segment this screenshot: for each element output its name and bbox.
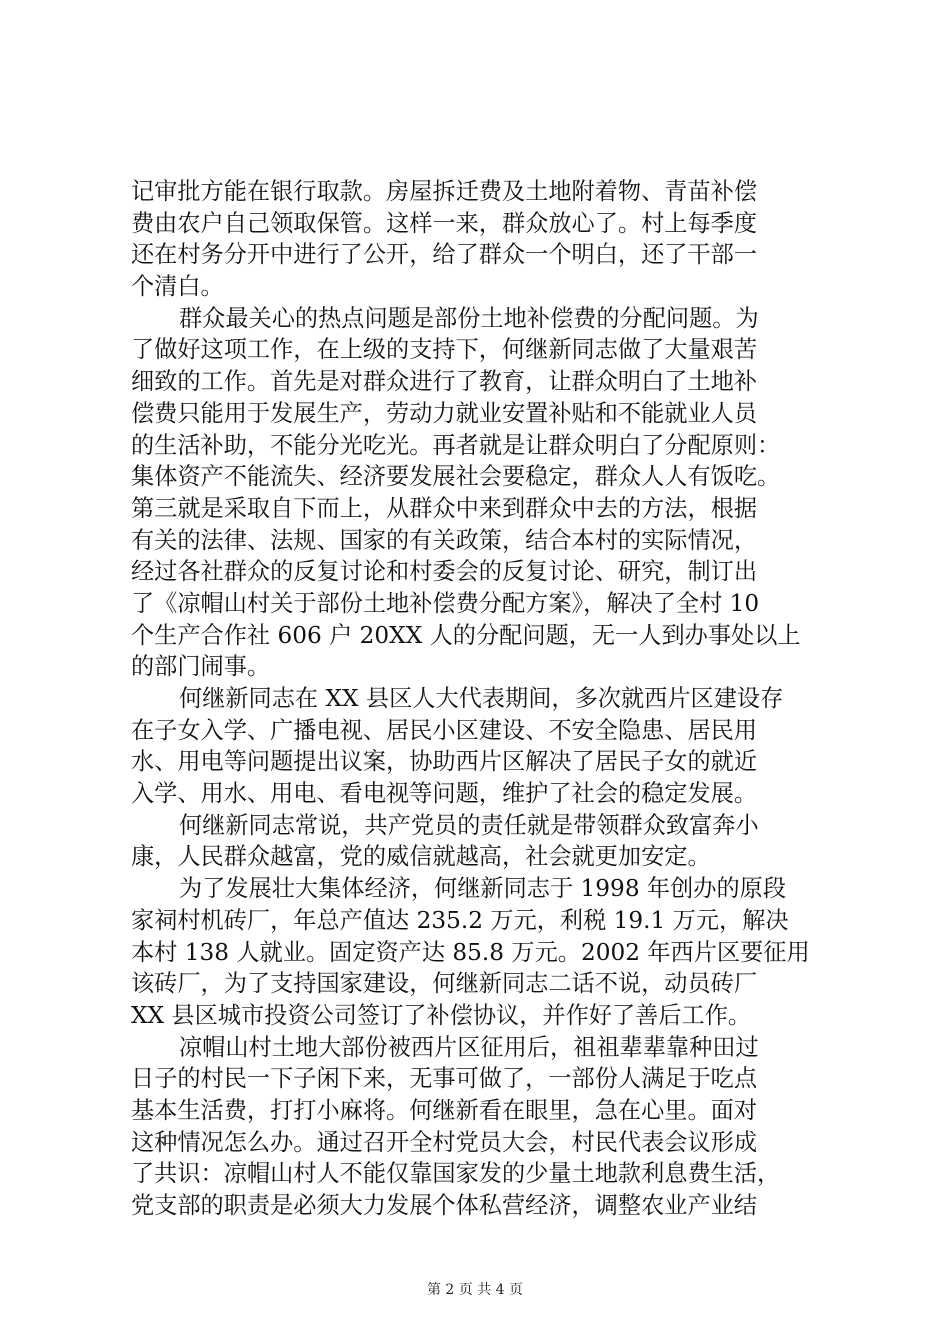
text-line: 党支部的职责是必须大力发展个体私营经济，调整农业产业结 bbox=[131, 1192, 758, 1219]
paragraph-first-line: 何继新同志在 XX 县区人大代表期间，多次就西片区建设存 bbox=[179, 685, 784, 712]
text-line: 入学、用水、用电、看电视等问题，维护了社会的稳定发展。 bbox=[131, 780, 758, 808]
text-line: 偿费只能用于发展生产，劳动力就业安置补贴和不能就业人员 bbox=[131, 399, 758, 427]
text-line: 了《凉帽山村关于部份土地补偿费分配方案》，解决了全村 10 bbox=[131, 589, 760, 617]
text-line: 了共识：凉帽山村人不能仅靠国家发的少量土地款利息费生活， bbox=[131, 1160, 781, 1188]
text-line: 了做好这项工作，在上级的支持下，何继新同志做了大量艰苦 bbox=[131, 336, 758, 364]
text-line: 在子女入学、广播电视、居民小区建设、不安全隐患、居民用 bbox=[131, 716, 758, 744]
text-line: 细致的工作。首先是对群众进行了教育，让群众明白了土地补 bbox=[131, 368, 758, 396]
text-line: 费由农户自己领取保管。这样一来，群众放心了。村上每季度 bbox=[131, 209, 758, 237]
text-line: 还在村务分开中进行了公开，给了群众一个明白，还了干部一 bbox=[131, 241, 758, 269]
text-line: XX 县区城市投资公司签订了补偿协议，并作好了善后工作。 bbox=[131, 1001, 752, 1029]
text-line: 基本生活费，打打小麻将。何继新看在眼里，急在心里。面对 bbox=[131, 1096, 758, 1124]
text-line: 家祠村机砖厂，年总产值达 235.2 万元，利税 19.1 万元，解决 bbox=[131, 906, 789, 934]
paragraph-first-line: 群众最关心的热点问题是部份土地补偿费的分配问题。为 bbox=[179, 304, 759, 332]
text-line: 该砖厂，为了支持国家建设，何继新同志二话不说，动员砖厂 bbox=[131, 970, 758, 998]
text-line: 有关的法律、法规、国家的有关政策，结合本村的实际情况， bbox=[131, 526, 758, 554]
body-text bbox=[131, 176, 831, 1222]
text-line: 水、用电等问题提出议案，协助西片区解决了居民子女的就近 bbox=[131, 748, 758, 776]
page-footer: 第 2 页 共 4 页 bbox=[426, 1282, 524, 1298]
text-line: 记审批方能在银行取款。房屋拆迁费及土地附着物、青苗补偿 bbox=[131, 178, 758, 205]
text-line: 第三就是采取自下而上，从群众中来到群众中去的方法，根据 bbox=[131, 494, 758, 522]
text-line: 的部门闹事。 bbox=[131, 653, 271, 681]
text-line: 的生活补助，不能分光吃光。再者就是让群众明白了分配原则： bbox=[131, 431, 781, 459]
text-line: 这种情况怎么办。通过召开全村党员大会，村民代表会议形成 bbox=[131, 1128, 758, 1156]
text-line: 经过各社群众的反复讨论和村委会的反复讨论、研究，制订出 bbox=[131, 558, 758, 586]
text-line: 集体资产不能流失、经济要发展社会要稳定，群众人人有饭吃。 bbox=[131, 463, 781, 491]
text-line: 个生产合作社 606 户 20XX 人的分配问题，无一人到办事处以上 bbox=[131, 621, 801, 649]
text-line: 个清白。 bbox=[131, 273, 224, 301]
text-line: 日子的村民一下子闲下来，无事可做了，一部份人满足于吃点 bbox=[131, 1065, 758, 1093]
text-line: 本村 138 人就业。固定资产达 85.8 万元。2002 年西片区要征用 bbox=[131, 938, 810, 966]
text-line: 康，人民群众越富，党的威信就越高，社会就更加安定。 bbox=[131, 843, 711, 871]
paragraph-first-line: 凉帽山村土地大部份被西片区征用后，祖祖辈辈靠种田过 bbox=[179, 1033, 759, 1061]
paragraph-first-line: 何继新同志常说，共产党员的责任就是带领群众致富奔小 bbox=[179, 811, 759, 839]
paragraph-first-line: 为了发展壮大集体经济，何继新同志于 1998 年创办的原段 bbox=[179, 875, 787, 903]
